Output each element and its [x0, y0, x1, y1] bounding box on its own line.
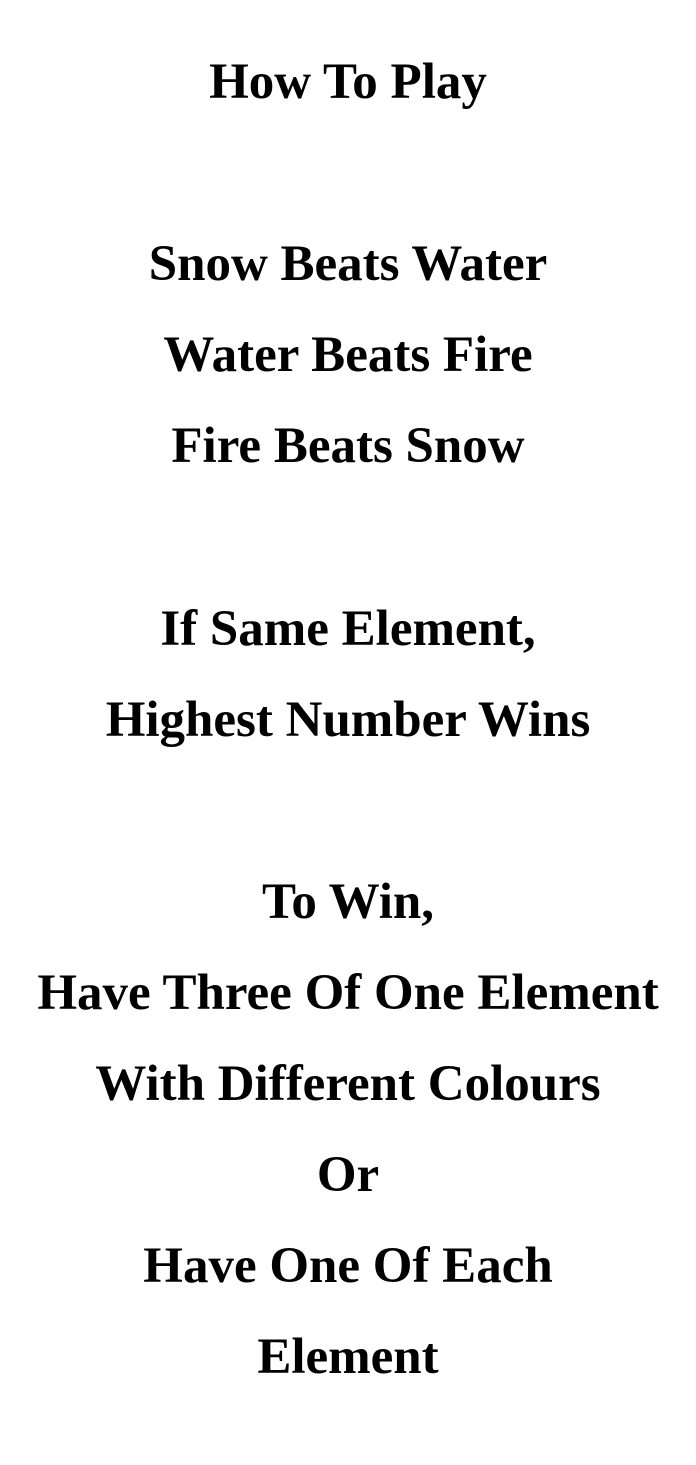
win-rule-line-5: Have One Of Each: [143, 1238, 553, 1294]
win-rule-line-6: Element: [257, 1329, 439, 1385]
rule-water-beats-fire: Water Beats Fire: [163, 327, 533, 383]
win-rule-line-1: To Win,: [261, 874, 435, 930]
win-rule-line-2: Have Three Of One Element: [37, 965, 659, 1021]
win-rule-or: Or: [316, 1147, 380, 1203]
tie-rule-line-1: If Same Element,: [160, 601, 536, 657]
tie-rule-line-2: Highest Number Wins: [105, 692, 591, 748]
page-title: How To Play: [209, 54, 487, 110]
rule-snow-beats-water: Snow Beats Water: [148, 236, 548, 292]
rule-fire-beats-snow: Fire Beats Snow: [171, 418, 525, 474]
win-rule-line-3: With Different Colours: [95, 1056, 601, 1112]
